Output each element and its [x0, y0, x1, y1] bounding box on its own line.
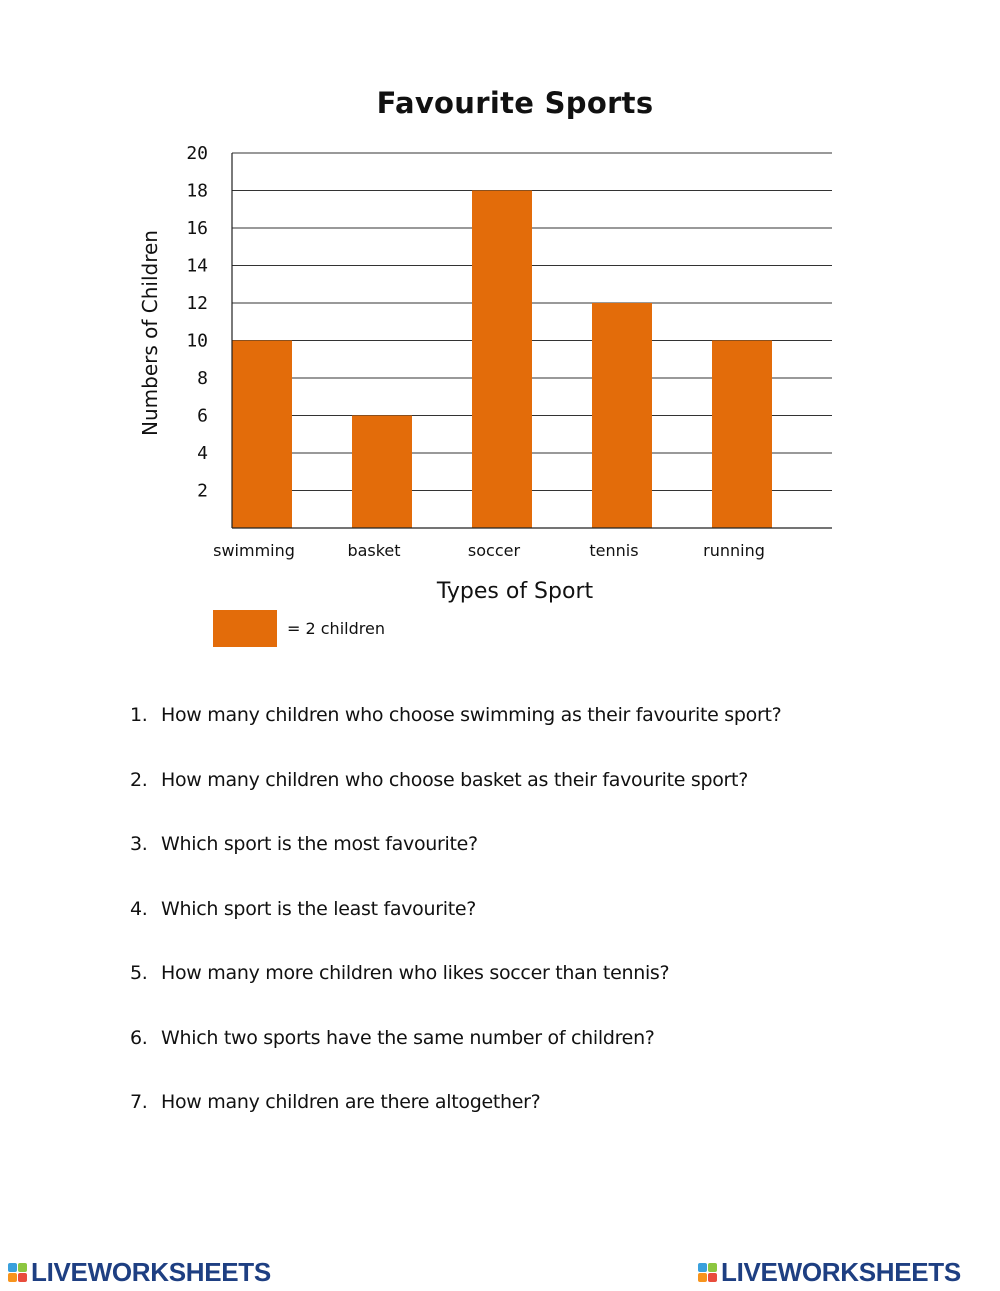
logo-tile: [18, 1263, 27, 1272]
chart-bars: [232, 191, 772, 529]
brand-name: LIVEWORKSHEETS: [721, 1257, 961, 1287]
question-text: How many children who choose swimming as their favourite sport?: [161, 704, 782, 726]
question-text: Which two sports have the same number of children?: [161, 1026, 655, 1049]
question-number: 3.: [130, 833, 148, 855]
y-tick-label: 6: [197, 405, 208, 427]
y-tick-labels: [186, 143, 208, 502]
y-tick-label: 20: [186, 143, 208, 164]
logo-tile: [8, 1263, 17, 1272]
brand-logo-left[interactable]: [8, 1257, 271, 1288]
question-list: [130, 704, 930, 1156]
x-tick-label: tennis: [589, 541, 639, 560]
question-number: 2.: [130, 768, 148, 791]
y-tick-label: 12: [186, 293, 208, 314]
question-number: 4.: [130, 897, 148, 920]
bar-chart: [0, 0, 1000, 620]
y-tick-label: 16: [186, 218, 208, 239]
question-number: 7.: [130, 1091, 148, 1113]
legend-swatch: [213, 610, 277, 647]
bar-running: [712, 341, 772, 529]
y-axis-label: Numbers of Children: [138, 230, 162, 436]
question-text: How many children are there altogether?: [161, 1091, 541, 1113]
brand-name: LIVEWORKSHEETS: [31, 1257, 271, 1287]
x-tick-label: running: [703, 541, 765, 560]
question-number: 6.: [130, 1026, 148, 1049]
x-tick-label: basket: [347, 541, 401, 560]
question-item: [130, 898, 930, 963]
x-tick-label: swimming: [213, 541, 295, 560]
x-axis-label: Types of Sport: [436, 579, 594, 604]
x-tick-label: soccer: [467, 541, 521, 560]
logo-tile: [698, 1273, 707, 1282]
question-text: Which sport is the least favourite?: [161, 897, 477, 920]
bar-basket: [352, 416, 412, 529]
logo-tile: [708, 1263, 717, 1272]
bar-swimming: [232, 341, 292, 529]
bar-soccer: [472, 191, 532, 529]
y-tick-label: 10: [186, 330, 208, 352]
y-tick-label: 18: [186, 180, 208, 202]
liveworksheets-logo-icon: [698, 1263, 717, 1282]
brand-logo-right[interactable]: [698, 1257, 961, 1288]
logo-tile: [708, 1273, 717, 1282]
question-item: [130, 704, 930, 769]
question-text: How many more children who likes soccer than tennis?: [161, 962, 670, 984]
question-item: [130, 769, 930, 834]
logo-tile: [698, 1263, 707, 1272]
y-tick-label: 8: [197, 368, 208, 389]
question-item: [130, 962, 930, 1027]
y-tick-label: 14: [186, 255, 208, 277]
question-text: Which sport is the most favourite?: [161, 833, 478, 855]
x-tick-labels: [213, 541, 765, 560]
chart-legend: [213, 610, 385, 647]
y-tick-label: 4: [197, 443, 208, 464]
y-tick-label: 2: [197, 480, 208, 502]
question-number: 1.: [130, 704, 148, 726]
question-item: [130, 1091, 930, 1156]
bar-tennis: [592, 303, 652, 528]
logo-tile: [18, 1273, 27, 1282]
question-item: [130, 1027, 930, 1092]
logo-tile: [8, 1273, 17, 1282]
chart-title: Favourite Sports: [376, 86, 654, 120]
legend-label: = 2 children: [287, 619, 385, 638]
liveworksheets-logo-icon: [8, 1263, 27, 1282]
question-text: How many children who choose basket as their favourite sport?: [161, 768, 748, 791]
question-item: [130, 833, 930, 898]
question-number: 5.: [130, 962, 148, 984]
